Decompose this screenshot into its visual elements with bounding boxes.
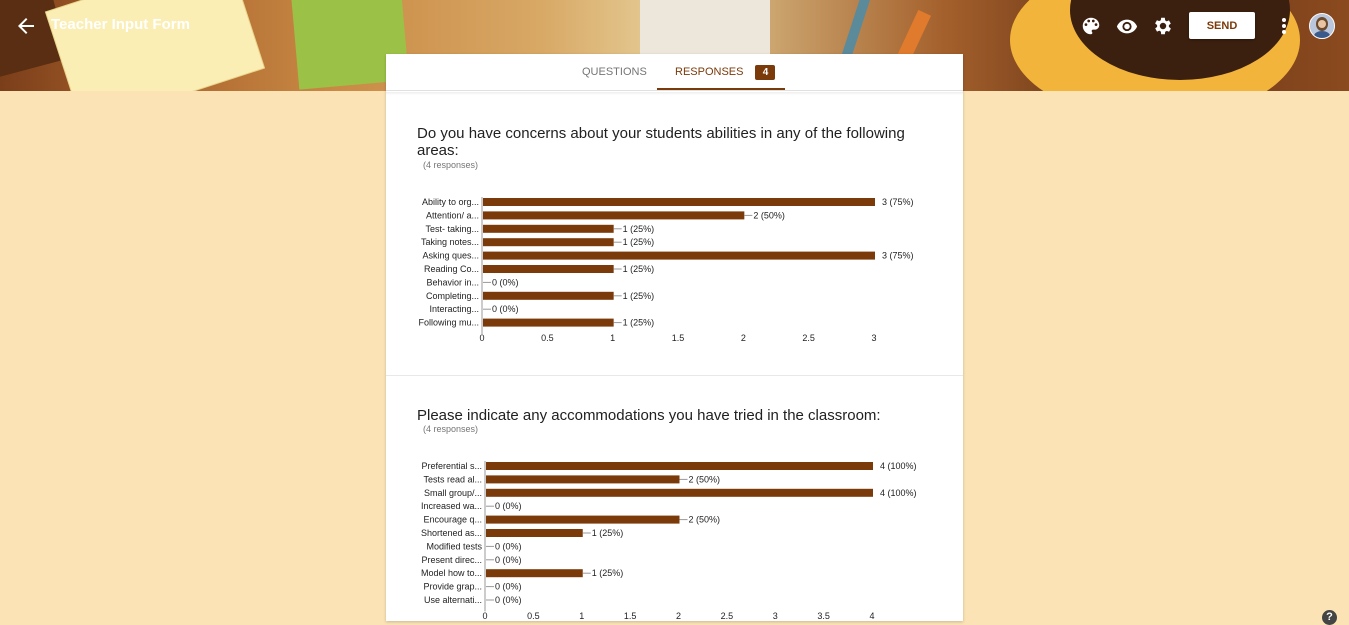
data-label: 0 (0%) bbox=[492, 277, 519, 288]
top-bar bbox=[0, 0, 1349, 52]
x-tick-label: 1 bbox=[579, 611, 585, 621]
data-label: 2 (50%) bbox=[688, 514, 721, 525]
eye-icon[interactable] bbox=[1116, 15, 1138, 37]
bar bbox=[483, 252, 875, 260]
category-label: Interacting... bbox=[429, 304, 479, 315]
data-label: 0 (0%) bbox=[495, 501, 522, 512]
data-label: 4 (100%) bbox=[880, 487, 917, 498]
tab-bar bbox=[386, 54, 963, 91]
bar bbox=[483, 238, 614, 246]
data-label: 1 (25%) bbox=[622, 223, 655, 234]
bar bbox=[483, 319, 614, 327]
x-tick-label: 0 bbox=[482, 611, 488, 621]
tab-responses-label: RESPONSES bbox=[675, 66, 744, 78]
tab-questions[interactable]: QUESTIONS bbox=[582, 66, 647, 78]
tab-responses[interactable] bbox=[675, 54, 775, 90]
palette-icon[interactable] bbox=[1080, 15, 1102, 37]
x-tick-label: 2 bbox=[675, 611, 682, 621]
category-label: Behavior in... bbox=[426, 277, 479, 288]
data-label: 3 (75%) bbox=[882, 197, 914, 207]
x-tick-label: 3.5 bbox=[817, 611, 830, 621]
x-tick-label: 3 bbox=[772, 611, 778, 621]
bar-chart-concerns bbox=[386, 189, 963, 349]
send-button[interactable]: SEND bbox=[1189, 12, 1255, 39]
category-label: Completing... bbox=[425, 290, 479, 301]
category-label: Reading Co... bbox=[423, 264, 479, 274]
category-label: Preferential s... bbox=[421, 461, 482, 471]
active-tab-indicator bbox=[657, 88, 785, 90]
bar bbox=[483, 292, 614, 300]
data-label: 4 (100%) bbox=[880, 461, 917, 471]
category-label: Modified tests bbox=[426, 541, 482, 552]
x-tick-label: 0 bbox=[479, 333, 485, 343]
data-label: 1 (25%) bbox=[622, 290, 655, 301]
data-label: 3 (75%) bbox=[882, 250, 914, 261]
x-tick-label: 1 bbox=[610, 333, 616, 343]
user-avatar-icon bbox=[1310, 14, 1334, 38]
x-tick-label: 0.5 bbox=[541, 333, 554, 343]
category-label: Tests read al... bbox=[423, 474, 482, 485]
bar bbox=[486, 475, 680, 483]
data-label: 0 (0%) bbox=[495, 581, 522, 592]
arrow-back-icon[interactable] bbox=[14, 14, 38, 38]
x-tick-label: 4 bbox=[869, 611, 875, 621]
x-tick-label: 1.5 bbox=[671, 333, 685, 343]
bar bbox=[486, 569, 583, 577]
question-title: Do you have concerns about your students abilities in any of the following areas: bbox=[417, 125, 905, 159]
response-count: (4 responses) bbox=[423, 424, 479, 434]
bar-chart-accommodations bbox=[386, 454, 963, 621]
category-label: Encourage q... bbox=[423, 514, 482, 525]
category-label: Model how to... bbox=[420, 568, 482, 579]
x-tick-label: 2 bbox=[740, 333, 746, 343]
category-label: Small group/... bbox=[423, 487, 482, 498]
bar bbox=[486, 529, 583, 537]
bar bbox=[486, 516, 680, 524]
data-label: 1 (25%) bbox=[591, 528, 624, 538]
bar bbox=[483, 225, 614, 233]
bar bbox=[486, 462, 873, 470]
category-label: Shortened as... bbox=[420, 528, 482, 538]
data-label: 1 (25%) bbox=[622, 317, 655, 328]
more-vert-icon[interactable] bbox=[1276, 15, 1292, 37]
bar bbox=[483, 198, 875, 206]
data-label: 0 (0%) bbox=[495, 554, 522, 565]
data-label: 1 (25%) bbox=[622, 264, 655, 274]
x-tick-label: 2.5 bbox=[802, 333, 815, 343]
category-label: Following mu... bbox=[418, 317, 479, 328]
category-label: Use alternati... bbox=[423, 595, 482, 605]
category-label: Attention/ a... bbox=[425, 210, 479, 221]
category-label: Ability to org... bbox=[421, 197, 479, 207]
avatar[interactable] bbox=[1309, 13, 1335, 39]
question-title: Please indicate any accommodations you have tried in the classroom: bbox=[417, 407, 881, 424]
category-label: Increased wa... bbox=[420, 501, 482, 512]
category-label: Asking ques... bbox=[422, 250, 479, 261]
data-label: 0 (0%) bbox=[492, 304, 519, 315]
x-tick-label: 1.5 bbox=[623, 611, 637, 621]
category-label: Provide grap... bbox=[423, 581, 482, 592]
response-count: (4 responses) bbox=[423, 160, 479, 170]
data-label: 0 (0%) bbox=[495, 595, 522, 605]
data-label: 1 (25%) bbox=[622, 237, 655, 248]
category-label: Taking notes... bbox=[420, 237, 479, 248]
responses-count-badge: 4 bbox=[755, 65, 775, 80]
x-tick-label: 2.5 bbox=[720, 611, 734, 621]
responses-card bbox=[386, 54, 963, 621]
form-title: Teacher Input Form bbox=[51, 16, 190, 33]
data-label: 2 (50%) bbox=[688, 474, 721, 485]
category-label: Present direc... bbox=[421, 554, 482, 565]
x-tick-label: 0.5 bbox=[527, 611, 540, 621]
data-label: 2 (50%) bbox=[753, 210, 785, 221]
x-tick-label: 3 bbox=[871, 333, 877, 343]
data-label: 0 (0%) bbox=[495, 541, 522, 552]
question-divider bbox=[386, 375, 963, 376]
category-label: Test- taking... bbox=[425, 223, 479, 234]
gear-icon[interactable] bbox=[1152, 15, 1174, 37]
bar bbox=[483, 211, 744, 219]
bar bbox=[483, 265, 614, 273]
help-icon[interactable]: ? bbox=[1322, 610, 1337, 625]
data-label: 1 (25%) bbox=[591, 568, 624, 579]
bar bbox=[486, 489, 873, 497]
tab-shadow bbox=[386, 92, 963, 95]
